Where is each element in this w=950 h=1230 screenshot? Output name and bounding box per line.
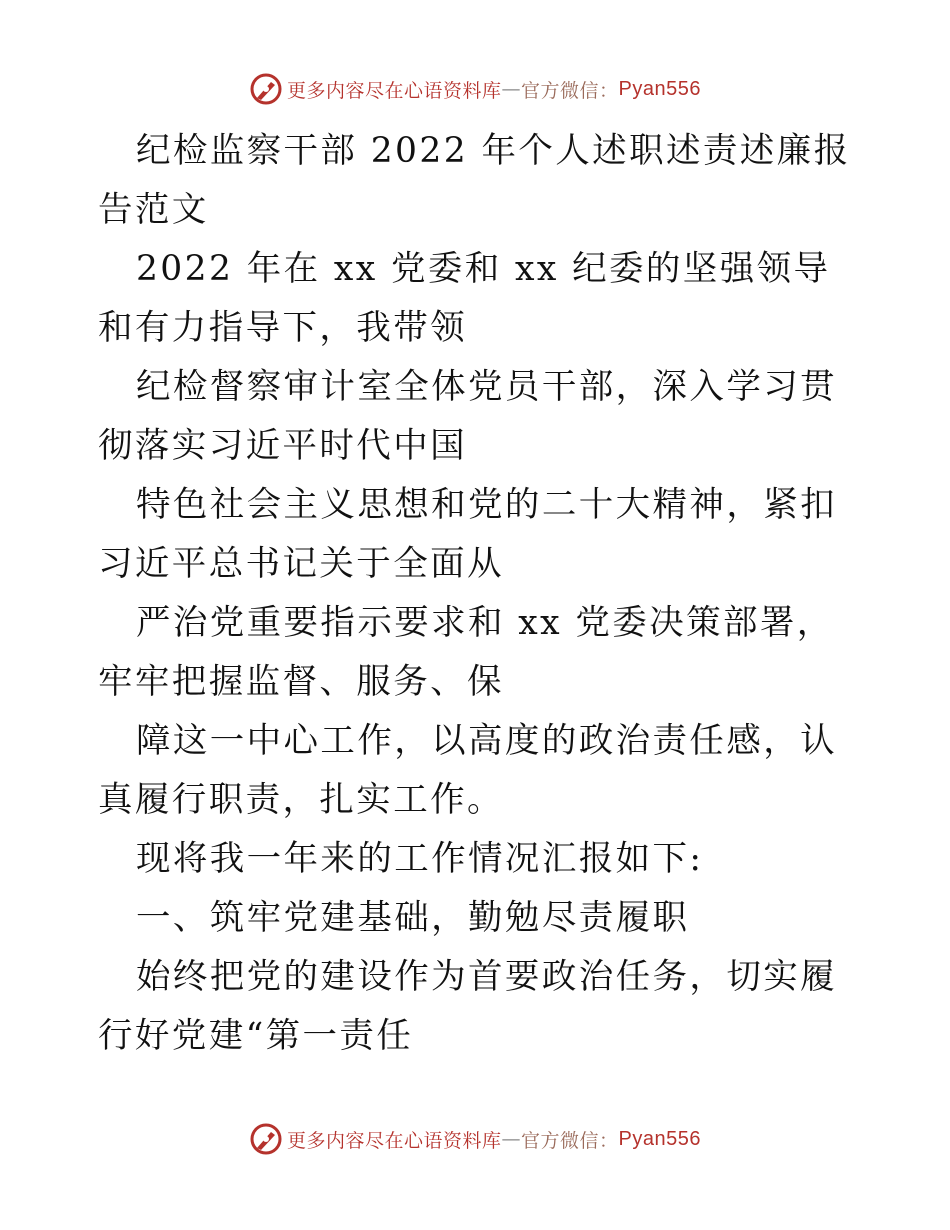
document-body (98, 122, 858, 1066)
paragraph: 现将我一年来的工作情况汇报如下: (135, 839, 704, 879)
pen-logo-icon (249, 72, 283, 106)
paragraph: 2022 年在 xx 党委和 xx 纪委的坚强领导和有力指导下，我带领 (98, 249, 831, 348)
paragraph: 严治党重要指示要求和 xx 党委决策部署，牢牢把握监督、服务、保 (98, 603, 834, 702)
section-heading: 一、筑牢党建基础，勤勉尽责履职 (135, 898, 690, 938)
paragraph: 特色社会主义思想和党的二十大精神，紧扣习近平总书记关于全面从 (98, 485, 838, 584)
paragraph: 始终把党的建设作为首要政治任务，切实履行好党建“第一责任 (98, 957, 838, 1056)
banner-brand: 更多内容尽在心语资料库 (287, 79, 502, 102)
banner-account: Pyan556 (618, 1127, 701, 1150)
paragraph: 纪检督察审计室全体党员干部，深入学习贯彻落实习近平时代中国 (98, 367, 838, 466)
document-title: 纪检监察干部 2022 年个人述职述责述廉报告范文 (98, 131, 851, 230)
banner-dash: — (501, 78, 522, 100)
header-banner (0, 72, 950, 106)
footer-banner (0, 1122, 950, 1156)
banner-wechat-label: 官方微信： (521, 79, 619, 102)
banner-brand: 更多内容尽在心语资料库 (287, 1129, 502, 1152)
banner-wechat-label: 官方微信： (521, 1129, 619, 1152)
pen-logo-icon (249, 1122, 283, 1156)
banner-account: Pyan556 (618, 77, 701, 100)
banner-dash: — (501, 1128, 522, 1150)
paragraph: 障这一中心工作，以高度的政治责任感，认真履行职责，扎实工作。 (98, 721, 838, 820)
